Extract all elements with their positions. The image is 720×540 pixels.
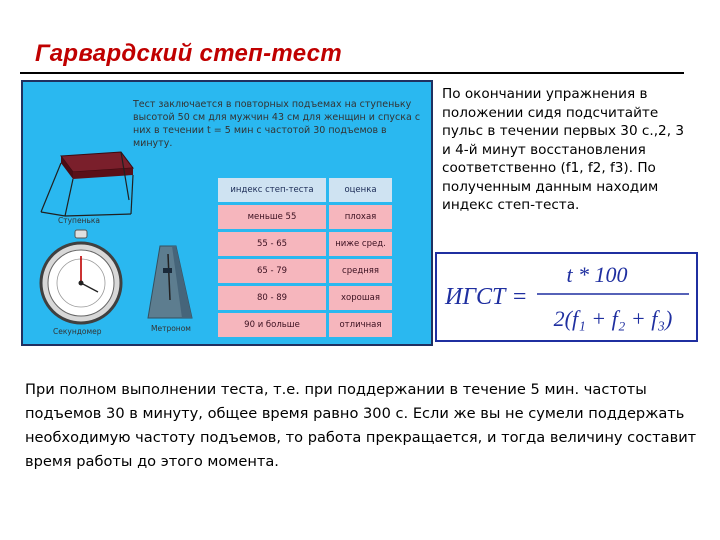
instructions-text: По окончании упражнения в положении сидя подсчитайте пульс в течении первых 30 с.,2, 3 и 4-й минут восстановления соответственно (f1, f2, f3). По полученным данным находим индекс степ-теста.	[442, 86, 684, 213]
table-cell: ниже сред.	[329, 232, 392, 256]
formula-box	[435, 252, 698, 342]
table-cell: меньше 55	[218, 205, 326, 229]
table-header-row	[218, 178, 392, 202]
table-row	[218, 259, 392, 283]
table-cell: 65 - 79	[218, 259, 326, 283]
step-label: Ступенька	[58, 216, 101, 225]
table-row	[218, 205, 392, 229]
table-cell: 80 - 89	[218, 286, 326, 310]
metronome-icon	[146, 240, 196, 320]
test-description: Тест заключается в повторных подъемах на ступеньку высотой 50 см для мужчин 43 см для женщин и спуска с них в течении t = 5 мин с частотой 30 подъемов в минуту.	[133, 99, 421, 149]
table-header: оценка	[329, 178, 392, 202]
table-cell: плохая	[329, 205, 392, 229]
table-cell: хорошая	[329, 286, 392, 310]
conclusion-text: При полном выполнении теста, т.е. при поддержании в течение 5 мин. частоты подъемов 30 в минуту, общее время равно 300 с. Если же вы не сумели поддержать необходимую частоту подъемов, то работа прекращается, и тогда величину составит время работы до этого момента.	[25, 381, 697, 470]
table-cell: 90 и больше	[218, 313, 326, 337]
table-cell: 55 - 65	[218, 232, 326, 256]
table-row	[218, 286, 392, 310]
slide-title: Гарвардский степ-тест	[35, 40, 342, 67]
formula-denominator: 2(f₁ + f₂ + f₃)	[553, 306, 673, 331]
formula	[437, 254, 696, 340]
formula-lhs: ИГСТ =	[445, 284, 528, 310]
step-icon	[35, 140, 135, 218]
formula-numerator: t * 100	[566, 262, 628, 287]
title-divider	[20, 72, 684, 74]
stopwatch-label: Секундомер	[53, 327, 102, 336]
stopwatch-icon	[38, 228, 124, 328]
illustration-panel	[21, 80, 433, 346]
step-index-table	[218, 178, 392, 340]
table-cell: средняя	[329, 259, 392, 283]
table-header: индекс степ-теста	[218, 178, 326, 202]
metronome-label: Метроном	[151, 324, 191, 333]
table-row	[218, 313, 392, 337]
table-cell: отличная	[329, 313, 392, 337]
table-row	[218, 232, 392, 256]
